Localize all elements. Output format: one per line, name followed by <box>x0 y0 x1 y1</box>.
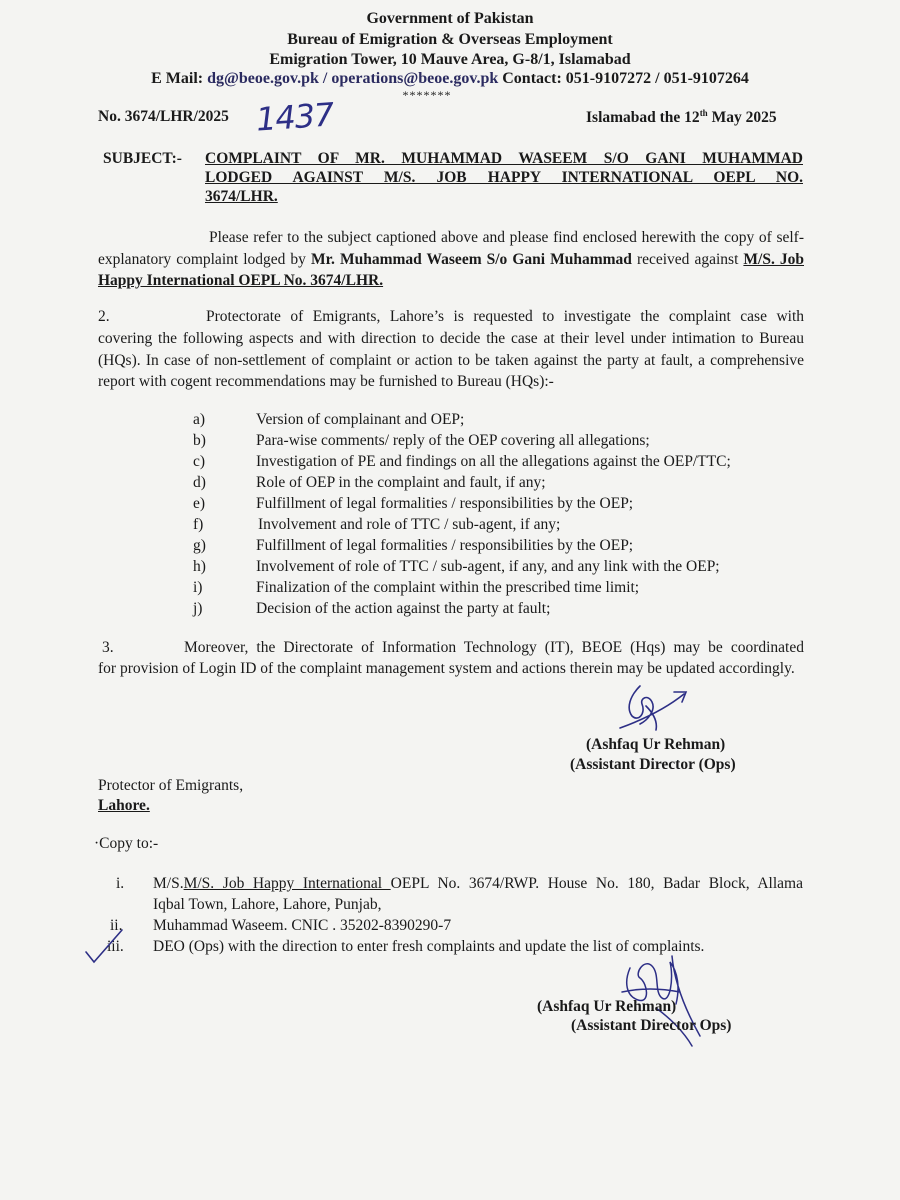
subject-line-1: COMPLAINT OF MR. MUHAMMAD WASEEM S/O GANI MUHAMMAD <box>205 150 803 167</box>
copy-to-label: ·Copy to:- <box>94 835 159 852</box>
copy-item-3: DEO (Ops) with the direction to enter fresh complaints and update the list of complaints. <box>153 938 705 955</box>
copy-item-number: i. <box>116 875 125 892</box>
letterhead-line-2: Bureau of Emigration & Overseas Employment <box>287 31 613 48</box>
paragraph-1: Please refer to the subject captioned above and please find enclosed herewith the copy of self-explanatory complaint lodged by Mr. Muhammad Waseem S/o Gani Muhammad received against M/S. Job Happy International OEPL No. 3674/LHR. <box>98 229 804 289</box>
reference-number: No. 3674/LHR/2025 <box>98 108 229 125</box>
paragraph-3-line-1: Moreover, the Directorate of Information Technology (IT), BEOE (Hqs) may be coordinated <box>184 639 804 656</box>
contact-numbers: Contact: 051-9107272 / 051-9107264 <box>498 70 749 87</box>
letterhead-line-1: Government of Pakistan <box>366 10 534 27</box>
header-stars: ******* <box>402 88 452 102</box>
paragraph-3-body: for provision of Login ID of the complaint management system and actions therein may be updated accordingly. <box>98 660 795 677</box>
list-item-letter: j) <box>193 600 203 617</box>
copy-item-oep-name: M/S. Job Happy International <box>183 875 391 892</box>
letterhead-contact <box>0 70 900 88</box>
list-item-letter: f) <box>193 516 204 533</box>
copy-item-number: iii. <box>107 938 124 955</box>
list-item-letter: b) <box>193 432 206 449</box>
subject-line-3: 3674/LHR. <box>205 188 278 205</box>
list-item: Involvement and role of TTC / sub-agent, if any; <box>258 516 561 533</box>
paragraph-2-line-1: Protectorate of Emigrants, Lahore’s is requested to investigate the complaint case with <box>206 308 804 325</box>
list-item-letter: e) <box>193 495 206 512</box>
signature-scribble-1 <box>612 680 692 738</box>
copy-item-1-line-2: Iqbal Town, Lahore, Lahore, Punjab, <box>153 896 382 913</box>
signatory-2-title: (Assistant Director Ops) <box>571 1017 732 1034</box>
signatory-1-name: (Ashfaq Ur Rehman) <box>586 736 726 753</box>
oepl-reference: M/S. Job Happy International OEPL No. 3674/LHR. <box>98 250 804 289</box>
complainant-name: Mr. Muhammad Waseem S/o Gani Muhammad <box>310 250 632 268</box>
paragraph-2-body: covering the following aspects and with direction to decide the case at their level under intimation to Bureau (HQs). In case of non-settlement of complaint or action to be taken against the party at fault, a comprehensive report with cogent recommendations may be furnished to Bureau (HQs):- <box>98 330 804 390</box>
handwritten-diary-number: 1437 <box>254 95 335 139</box>
list-item-letter: a) <box>193 411 206 428</box>
addressee-line-1: Protector of Emigrants, <box>98 777 244 794</box>
list-item: Finalization of the complaint within the prescribed time limit; <box>256 579 640 596</box>
copy-item-2: Muhammad Waseem. CNIC . 35202-8390290-7 <box>153 917 452 934</box>
addressee-line-2: Lahore. <box>98 797 150 814</box>
list-item: Fulfillment of legal formalities / responsibilities by the OEP; <box>256 495 634 512</box>
list-item: Role of OEP in the complaint and fault, if any; <box>256 474 546 491</box>
paragraph-2-number: 2. <box>98 308 110 325</box>
list-item: Para-wise comments/ reply of the OEP covering all allegations; <box>256 432 650 449</box>
signatory-2-name: (Ashfaq Ur Rehman) <box>537 998 677 1015</box>
list-item-letter: h) <box>193 558 206 575</box>
list-item-letter: d) <box>193 474 206 491</box>
copy-item-number: ii. <box>110 917 123 934</box>
subject-line-2: LODGED AGAINST M/S. JOB HAPPY INTERNATIONAL OEPL NO. <box>205 169 803 186</box>
letterhead-line-3: Emigration Tower, 10 Mauve Area, G-8/1, Islamabad <box>269 51 631 68</box>
copy-item-1-line-1: M/S.M/S. Job Happy International OEPL No. 3674/RWP. House No. 180, Badar Block, Allama <box>153 875 803 892</box>
list-item: Version of complainant and OEP; <box>256 411 465 428</box>
list-item-letter: i) <box>193 579 203 596</box>
list-item: Decision of the action against the party at fault; <box>256 600 551 617</box>
list-item: Investigation of PE and findings on all the allegations against the OEP/TTC; <box>256 453 731 470</box>
tick-mark-icon <box>82 926 126 966</box>
email-addresses[interactable]: dg@beoe.gov.pk / operations@beoe.gov.pk <box>207 70 499 87</box>
paragraph-3-number: 3. <box>102 639 114 656</box>
email-label: E Mail: <box>151 70 208 87</box>
subject-label: SUBJECT:- <box>103 150 182 167</box>
place-and-date: Islamabad the 12th May 2025 <box>586 108 777 127</box>
list-item-letter: c) <box>193 453 206 470</box>
list-item: Involvement of role of TTC / sub-agent, if any, and any link with the OEP; <box>256 558 720 575</box>
list-item-letter: g) <box>193 537 206 554</box>
signatory-1-title: (Assistant Director (Ops) <box>570 756 736 773</box>
list-item: Fulfillment of legal formalities / responsibilities by the OEP; <box>256 537 634 554</box>
